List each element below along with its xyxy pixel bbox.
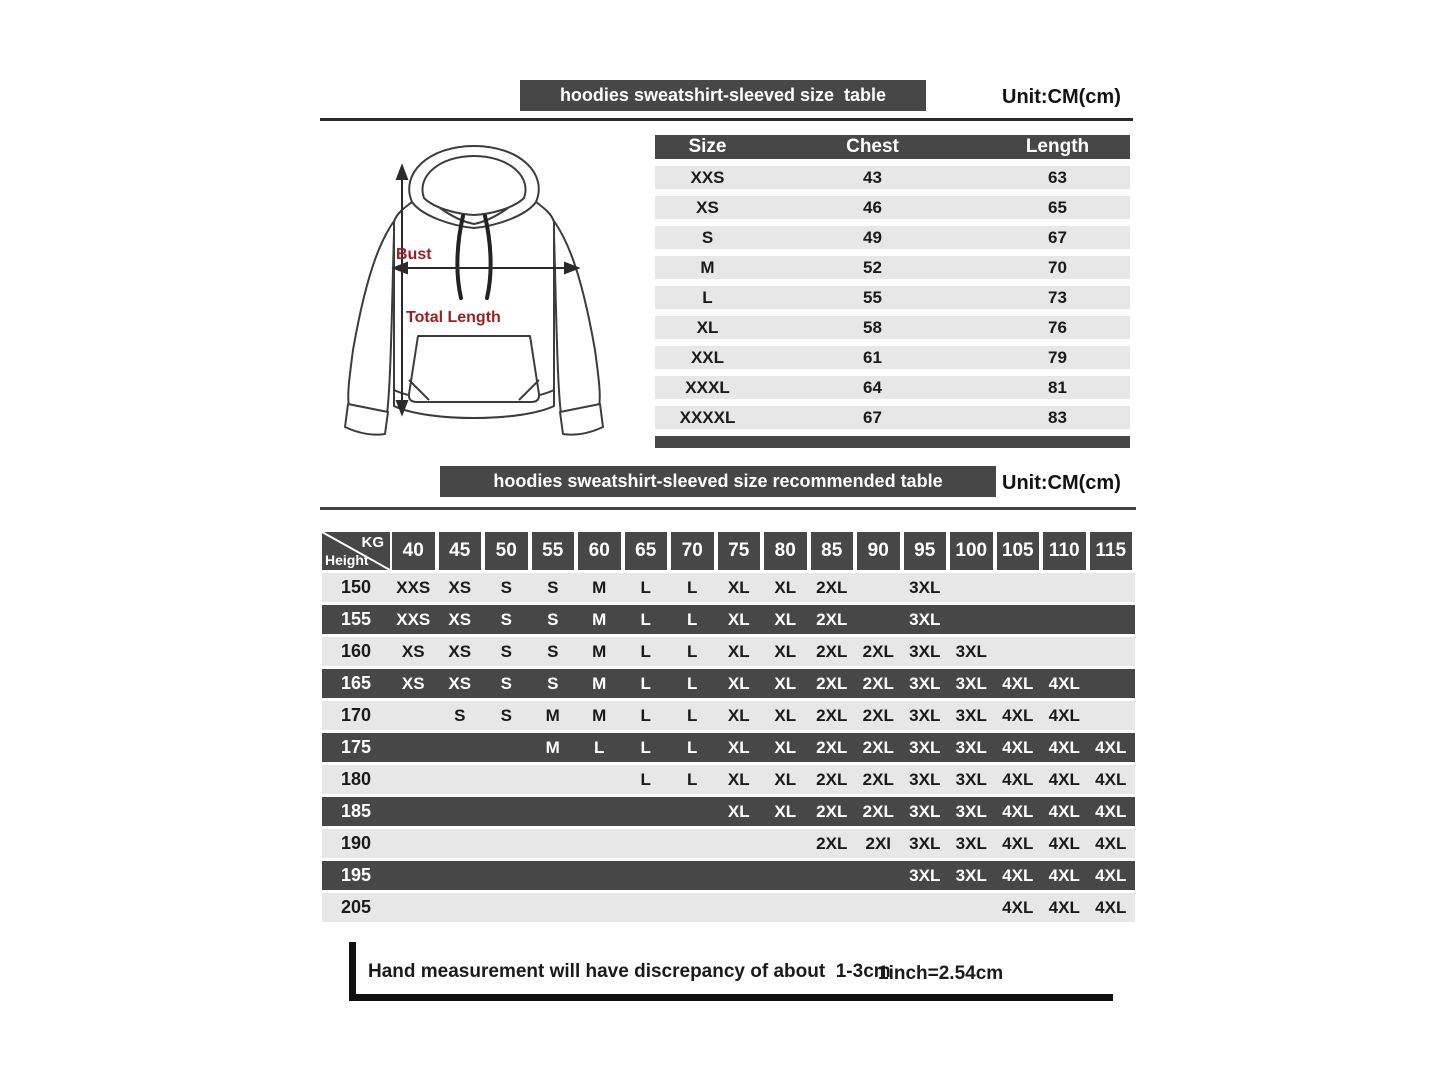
recommended-table-row bbox=[322, 573, 1135, 602]
size-table-row bbox=[655, 316, 1130, 339]
size-cell: 2XL bbox=[816, 801, 848, 821]
height-label: 190 bbox=[340, 833, 372, 853]
size-cell: 2XL bbox=[862, 737, 894, 757]
size-cell: XL bbox=[727, 577, 750, 597]
size-cell: 2XL bbox=[816, 833, 848, 853]
size-table-cell: 67 bbox=[863, 407, 882, 427]
recommended-table-body bbox=[322, 570, 1135, 922]
weight-header-cell: 40 bbox=[392, 532, 435, 570]
recommended-table-row bbox=[322, 605, 1135, 634]
corner-height-label: Height bbox=[325, 552, 369, 568]
size-cell: 2XL bbox=[816, 705, 848, 725]
size-cell: XXS bbox=[396, 609, 431, 629]
size-table-row bbox=[655, 376, 1130, 399]
size-cell: 3XL bbox=[909, 769, 941, 789]
recommended-table-row bbox=[322, 765, 1135, 794]
size-cell: XL bbox=[774, 641, 797, 661]
divider-line-1 bbox=[320, 118, 1133, 121]
size-table-cell: 52 bbox=[863, 257, 882, 277]
size-cell: XL bbox=[774, 801, 797, 821]
size-cell: XL bbox=[774, 609, 797, 629]
footnote-text: Hand measurement will have discrepancy of about 1-3cm bbox=[368, 961, 891, 982]
size-cell: 2XL bbox=[816, 641, 848, 661]
footnote-left-bar bbox=[349, 942, 356, 1001]
weight-header-cell: 110 bbox=[1043, 532, 1086, 570]
size-cell: 4XL bbox=[1095, 737, 1127, 757]
size-cell: XL bbox=[774, 737, 797, 757]
size-cell: 3XL bbox=[955, 673, 987, 693]
size-cell: L bbox=[594, 737, 605, 757]
size-cell: 3XL bbox=[955, 769, 987, 789]
size-cell: 2XL bbox=[862, 769, 894, 789]
size-table-row bbox=[655, 166, 1130, 189]
size-cell: 4XL bbox=[1048, 737, 1080, 757]
size-table bbox=[655, 135, 1130, 448]
size-cell: 4XL bbox=[1002, 833, 1034, 853]
size-cell: L bbox=[687, 673, 698, 693]
size-table-cell: 49 bbox=[863, 227, 882, 247]
size-cell: M bbox=[592, 609, 607, 629]
size-cell: S bbox=[454, 705, 466, 725]
size-cell: M bbox=[545, 737, 560, 757]
recommended-table-row bbox=[322, 701, 1135, 730]
recommended-table-row bbox=[322, 733, 1135, 762]
weight-header-cell: 60 bbox=[578, 532, 621, 570]
height-label: 175 bbox=[340, 737, 372, 757]
size-table-cell: 70 bbox=[1048, 257, 1067, 277]
size-table-body bbox=[655, 166, 1130, 429]
size-cell: 4XL bbox=[1095, 769, 1127, 789]
size-table-cell: 73 bbox=[1048, 287, 1067, 307]
hoodie-measurement-diagram bbox=[336, 138, 612, 456]
recommended-table-title-bar bbox=[440, 466, 996, 497]
size-cell: 4XL bbox=[1002, 769, 1034, 789]
size-cell: 4XL bbox=[1002, 865, 1034, 885]
conversion-text: 1inch=2.54cm bbox=[878, 963, 1004, 984]
size-table-cell: 43 bbox=[863, 167, 882, 187]
size-cell: 4XL bbox=[1048, 705, 1080, 725]
size-cell: L bbox=[640, 577, 651, 597]
size-cell: S bbox=[547, 673, 559, 693]
size-cell: XS bbox=[401, 641, 425, 661]
recommended-table-header bbox=[322, 532, 1134, 570]
recommended-table-title: hoodies sweatshirt-sleeved size recommended table bbox=[493, 471, 943, 491]
weight-header-cell: 55 bbox=[532, 532, 575, 570]
size-cell: 4XL bbox=[1002, 801, 1034, 821]
size-cell: L bbox=[640, 641, 651, 661]
recommended-table-row bbox=[322, 637, 1135, 666]
size-cell: M bbox=[592, 673, 607, 693]
size-cell: 4XL bbox=[1048, 865, 1080, 885]
size-cell: 2XL bbox=[862, 673, 894, 693]
size-cell: XL bbox=[727, 801, 750, 821]
size-cell: 3XL bbox=[909, 673, 941, 693]
size-table-footer-bar bbox=[655, 436, 1130, 448]
size-cell: 4XL bbox=[1002, 737, 1034, 757]
height-label: 170 bbox=[340, 705, 372, 725]
size-cell: XS bbox=[448, 673, 472, 693]
unit-label-2: Unit:CM(cm) bbox=[1002, 472, 1121, 494]
size-table-row bbox=[655, 196, 1130, 219]
size-table-cell: 55 bbox=[863, 287, 882, 307]
weight-header-cell: 90 bbox=[857, 532, 900, 570]
size-cell: L bbox=[640, 769, 651, 789]
recommended-table-row bbox=[322, 861, 1135, 890]
recommended-table-row bbox=[322, 893, 1135, 922]
size-cell: 4XL bbox=[1095, 897, 1127, 917]
unit-label-1: Unit:CM(cm) bbox=[1002, 86, 1121, 108]
size-cell: 4XL bbox=[1048, 833, 1080, 853]
weight-header-cell: 70 bbox=[671, 532, 714, 570]
size-cell: 3XL bbox=[909, 609, 941, 629]
height-label: 165 bbox=[340, 673, 372, 693]
hood-inner bbox=[422, 156, 525, 215]
weight-header-cell: 115 bbox=[1090, 532, 1133, 570]
size-cell: 4XL bbox=[1048, 897, 1080, 917]
size-table-cell: XS bbox=[696, 197, 719, 217]
size-cell: XL bbox=[727, 673, 750, 693]
size-table-cell: XL bbox=[696, 317, 719, 337]
height-label: 180 bbox=[340, 769, 372, 789]
size-cell: L bbox=[687, 737, 698, 757]
size-table-cell: M bbox=[700, 257, 715, 277]
size-cell: 2XL bbox=[816, 577, 848, 597]
size-cell: 3XL bbox=[909, 801, 941, 821]
size-table-row bbox=[655, 226, 1130, 249]
size-cell: M bbox=[592, 641, 607, 661]
hoodie-drawing bbox=[336, 138, 612, 456]
size-cell: XL bbox=[727, 609, 750, 629]
height-label: 195 bbox=[340, 865, 372, 885]
size-table-cell: XXXXL bbox=[679, 407, 736, 427]
size-cell: 3XL bbox=[955, 705, 987, 725]
size-cell: 2XL bbox=[862, 801, 894, 821]
weight-header-cell: 80 bbox=[764, 532, 807, 570]
size-cell: 3XL bbox=[909, 641, 941, 661]
corner-kg-label: KG bbox=[361, 534, 384, 551]
size-cell: 3XL bbox=[909, 705, 941, 725]
size-table-cell: 64 bbox=[863, 377, 882, 397]
size-table-cell: L bbox=[702, 287, 713, 307]
size-cell: 4XL bbox=[1002, 705, 1034, 725]
size-cell: L bbox=[687, 769, 698, 789]
size-cell: 4XL bbox=[1002, 673, 1034, 693]
size-cell: L bbox=[687, 577, 698, 597]
size-cell: L bbox=[640, 673, 651, 693]
size-table-cell: 46 bbox=[863, 197, 882, 217]
size-cell: XL bbox=[727, 641, 750, 661]
bust-label: Bust bbox=[396, 246, 432, 263]
weight-header-cell: 50 bbox=[485, 532, 528, 570]
size-cell: S bbox=[547, 609, 559, 629]
size-cell: 2XL bbox=[816, 609, 848, 629]
divider-line-2 bbox=[320, 507, 1136, 510]
size-table-cell: 61 bbox=[863, 347, 882, 367]
size-cell: S bbox=[500, 577, 512, 597]
size-cell: XS bbox=[448, 641, 472, 661]
size-cell: 2XL bbox=[816, 673, 848, 693]
size-table-cell: 83 bbox=[1048, 407, 1067, 427]
weight-header-cell: 75 bbox=[718, 532, 761, 570]
size-table-header bbox=[655, 135, 1130, 159]
recommended-table-row bbox=[322, 669, 1135, 698]
total-length-label: Total Length bbox=[406, 309, 501, 326]
size-cell: 3XL bbox=[955, 865, 987, 885]
size-cell: 4XL bbox=[1048, 801, 1080, 821]
size-cell: 2XL bbox=[862, 705, 894, 725]
size-cell: 3XL bbox=[909, 577, 941, 597]
size-cell: XL bbox=[774, 705, 797, 725]
size-cell: XS bbox=[448, 609, 472, 629]
size-table-cell: XXS bbox=[690, 167, 725, 187]
size-cell: 4XL bbox=[1048, 673, 1080, 693]
size-cell: 2XL bbox=[862, 641, 894, 661]
size-cell: XL bbox=[727, 705, 750, 725]
size-table-row bbox=[655, 286, 1130, 309]
size-cell: 4XL bbox=[1095, 865, 1127, 885]
size-cell: 3XL bbox=[955, 801, 987, 821]
size-table-cell: 67 bbox=[1048, 227, 1067, 247]
size-cell: S bbox=[547, 641, 559, 661]
size-cell: M bbox=[592, 577, 607, 597]
size-cell: 4XL bbox=[1002, 897, 1034, 917]
size-cell: XL bbox=[727, 769, 750, 789]
size-table-header-cell: Chest bbox=[846, 136, 899, 157]
size-cell: XL bbox=[774, 769, 797, 789]
size-cell: L bbox=[640, 737, 651, 757]
weight-header-cell: 105 bbox=[997, 532, 1040, 570]
size-cell: L bbox=[640, 705, 651, 725]
size-cell: 2XI bbox=[865, 833, 892, 853]
size-cell: M bbox=[592, 705, 607, 725]
size-table-cell: 76 bbox=[1048, 317, 1067, 337]
size-cell: XL bbox=[774, 577, 797, 597]
weight-header-cell: 95 bbox=[904, 532, 947, 570]
recommended-table-row bbox=[322, 797, 1135, 826]
size-table-row bbox=[655, 346, 1130, 369]
size-cell: 3XL bbox=[955, 641, 987, 661]
weight-header-cell: 65 bbox=[625, 532, 668, 570]
size-cell: 3XL bbox=[909, 833, 941, 853]
size-table-cell: 63 bbox=[1048, 167, 1067, 187]
size-cell: 4XL bbox=[1095, 833, 1127, 853]
size-cell: L bbox=[640, 609, 651, 629]
height-label: 205 bbox=[340, 897, 372, 917]
height-label: 155 bbox=[340, 609, 372, 629]
size-table-cell: 58 bbox=[863, 317, 882, 337]
kangaroo-pocket bbox=[409, 336, 539, 402]
size-table-cell: XXL bbox=[690, 347, 725, 367]
size-cell: 4XL bbox=[1095, 801, 1127, 821]
size-table-cell: XXXL bbox=[685, 377, 730, 397]
height-label: 185 bbox=[340, 801, 372, 821]
size-cell: 3XL bbox=[955, 833, 987, 853]
weight-header-cell: 85 bbox=[811, 532, 854, 570]
size-cell: 3XL bbox=[909, 737, 941, 757]
size-cell: M bbox=[545, 705, 560, 725]
height-label: 150 bbox=[340, 577, 372, 597]
recommended-table-row bbox=[322, 829, 1135, 858]
size-table-title: hoodies sweatshirt-sleeved size table bbox=[559, 85, 887, 105]
size-cell: S bbox=[500, 609, 512, 629]
size-table-header-cell: Length bbox=[1025, 136, 1090, 157]
size-table-row bbox=[655, 256, 1130, 279]
size-cell: 3XL bbox=[909, 865, 941, 885]
size-cell: XL bbox=[774, 673, 797, 693]
size-cell: S bbox=[500, 705, 512, 725]
size-cell: XXS bbox=[396, 577, 431, 597]
height-label: 160 bbox=[340, 641, 372, 661]
size-cell: 2XL bbox=[816, 737, 848, 757]
size-cell: 4XL bbox=[1048, 769, 1080, 789]
weight-header-cell: 45 bbox=[439, 532, 482, 570]
size-cell: 2XL bbox=[816, 769, 848, 789]
size-cell: XS bbox=[401, 673, 425, 693]
size-table-cell: 79 bbox=[1048, 347, 1067, 367]
kg-height-corner-cell bbox=[322, 532, 390, 570]
size-cell: XL bbox=[727, 737, 750, 757]
size-cell: L bbox=[687, 705, 698, 725]
size-table-row bbox=[655, 406, 1130, 429]
weight-header-cell: 100 bbox=[950, 532, 993, 570]
size-cell: L bbox=[687, 609, 698, 629]
size-table-cell: 65 bbox=[1048, 197, 1067, 217]
size-table-title-bar bbox=[520, 80, 926, 111]
size-cell: S bbox=[500, 673, 512, 693]
size-table-cell: 81 bbox=[1048, 377, 1067, 397]
size-cell: 3XL bbox=[955, 737, 987, 757]
size-table-header-cell: Size bbox=[688, 136, 727, 157]
footnote-underline bbox=[349, 994, 1113, 1001]
size-cell: S bbox=[500, 641, 512, 661]
size-cell: S bbox=[547, 577, 559, 597]
size-cell: XS bbox=[448, 577, 472, 597]
size-cell: L bbox=[687, 641, 698, 661]
size-table-cell: S bbox=[701, 227, 714, 247]
